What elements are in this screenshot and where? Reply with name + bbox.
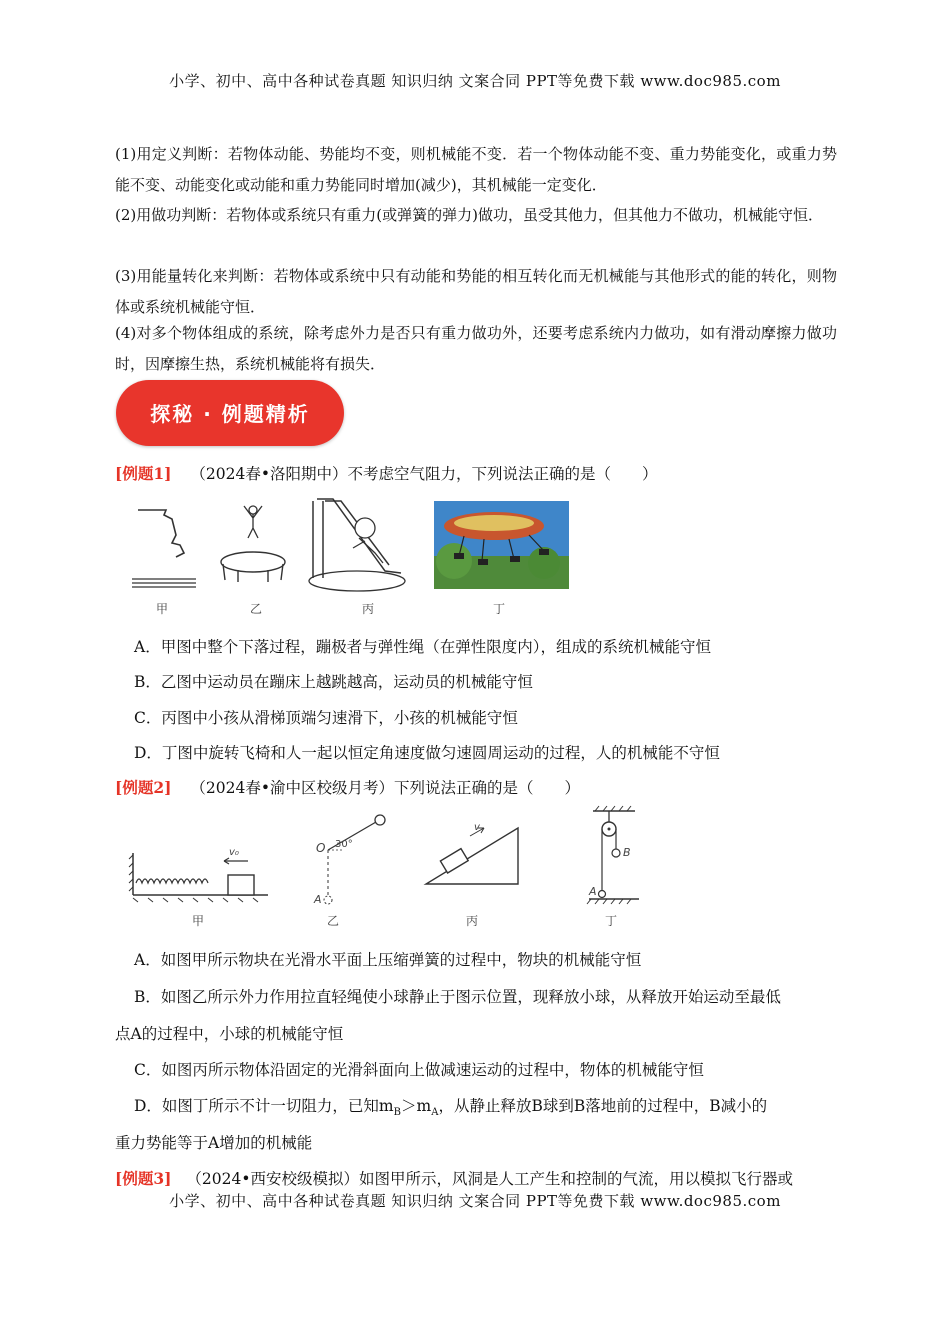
q1-caption-jia: 甲 <box>156 602 169 616</box>
q2-source: （2024春•渝中区校级月考）下列说法正确的是（ ） <box>190 779 580 797</box>
q2-tag: [例题2] <box>115 778 172 797</box>
q2-option-d <box>134 1094 767 1118</box>
q1-figure-yi <box>218 500 288 590</box>
q2-option-d-sub2: A <box>431 1107 439 1119</box>
q1-caption-ding: 丁 <box>493 602 506 616</box>
q2-option-b-cont: 点A的过程中，小球的机械能守恒 <box>115 1025 344 1043</box>
q2-label-v0: v₀ <box>229 847 239 858</box>
q1-caption-bing: 丙 <box>362 602 375 616</box>
q1-option-b: B．乙图中运动员在蹦床上越跳越高，运动员的机械能守恒 <box>134 673 533 691</box>
q1-figure-jia <box>128 505 198 595</box>
q1-heading <box>115 462 840 484</box>
q2-figure-bing <box>422 822 522 887</box>
q2-caption-jia: 甲 <box>192 914 205 928</box>
q2-option-d-sub1: B <box>393 1107 401 1119</box>
q2-option-b: B．如图乙所示外力作用拉直轻绳使小球静止于图示位置，现释放小球，从释放开始运动至最低 <box>134 988 781 1006</box>
q2-label-b: B <box>623 846 631 859</box>
q3-source: （2024•西安校级模拟）如图甲所示，风洞是人工产生和控制的气流，用以模拟飞行器或 <box>186 1170 793 1188</box>
q3-tag: [例题3] <box>115 1169 172 1188</box>
q2-caption-ding: 丁 <box>605 914 618 928</box>
q2-label-o: O <box>316 841 326 855</box>
q2-option-d-b: ＞m <box>401 1097 432 1115</box>
q3-heading <box>115 1167 840 1189</box>
q2-option-a: A．如图甲所示物块在光滑水平面上压缩弹簧的过程中，物块的机械能守恒 <box>134 951 642 969</box>
q2-label-v: v <box>474 822 480 833</box>
q2-label-angle: 30° <box>335 839 353 850</box>
q2-figure-jia <box>128 845 273 905</box>
q2-label-a2: A <box>589 885 597 898</box>
banner-label: 探秘 · 例题精析 <box>150 402 310 426</box>
q1-caption-yi: 乙 <box>250 602 263 616</box>
q2-option-d-a: D．如图丁所示不计一切阻力，已知m <box>134 1097 394 1115</box>
q2-caption-yi: 乙 <box>327 914 340 928</box>
q2-caption-bing: 丙 <box>466 914 479 928</box>
page-footer: 小学、初中、高中各种试卷真题 知识归纳 文案合同 PPT等免费下载 www.doc985.com <box>169 1192 781 1210</box>
section-banner <box>116 380 344 446</box>
q1-figure-bing <box>305 493 410 593</box>
q2-label-a: A <box>314 893 322 906</box>
q1-option-d: D．丁图中旋转飞椅和人一起以恒定角速度做匀速圆周运动的过程，人的机械能不守恒 <box>134 744 720 762</box>
q1-option-c: C．丙图中小孩从滑梯顶端匀速滑下，小孩的机械能守恒 <box>134 709 518 727</box>
q1-tag: [例题1] <box>115 464 172 483</box>
page-header: 小学、初中、高中各种试卷真题 知识归纳 文案合同 PPT等免费下载 www.doc985.com <box>169 72 781 90</box>
method-4: (4)对多个物体组成的系统，除考虑外力是否只有重力做功外，还要考虑系统内力做功，如有滑动摩擦力做功时，因摩擦生热，系统机械能将有损失． <box>115 324 837 373</box>
q2-heading <box>115 776 840 798</box>
q2-option-d-c: ，从静止释放B球到B落地前的过程中，B减小的 <box>438 1097 768 1115</box>
method-1: (1)用定义判断：若物体动能、势能均不变，则机械能不变．若一个物体动能不变、重力势能变化，或重力势能不变、动能变化或动能和重力势能同时增加(减少)，其机械能一定变化． <box>115 145 837 194</box>
q2-option-c: C．如图丙所示物体沿固定的光滑斜面向上做减速运动的过程中，物体的机械能守恒 <box>134 1061 704 1079</box>
q1-option-a: A．甲图中整个下落过程，蹦极者与弹性绳（在弹性限度内），组成的系统机械能守恒 <box>134 638 711 656</box>
method-2: (2)用做功判断：若物体或系统只有重力(或弹簧的弹力)做功，虽受其他力，但其他力不做功，机械能守恒． <box>115 206 823 224</box>
method-3: (3)用能量转化来判断：若物体或系统中只有动能和势能的相互转化而无机械能与其他形式的能的转化，则物体或系统机械能守恒． <box>115 267 837 316</box>
q2-option-d-cont: 重力势能等于A增加的机械能 <box>115 1134 313 1152</box>
q1-photo-ding <box>434 501 569 589</box>
q2-figure-yi <box>310 812 390 907</box>
q1-source: （2024春•洛阳期中）不考虑空气阻力，下列说法正确的是（ ） <box>190 465 658 483</box>
